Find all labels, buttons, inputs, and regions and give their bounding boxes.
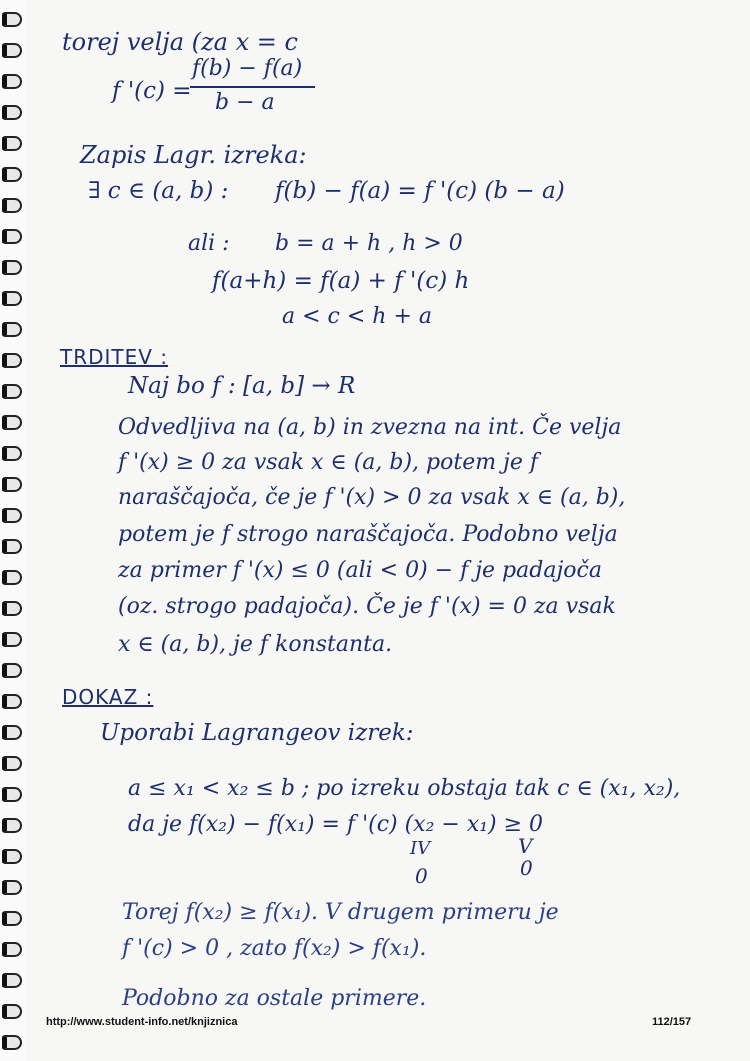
note-line: f '(x) ≥ 0 za vsak x ∈ (a, b), potem je f (118, 450, 539, 475)
binding-ring (2, 663, 22, 678)
binding-ring (2, 632, 22, 647)
note-line: Podobno za ostale primere. (122, 986, 427, 1011)
heading-trditev: TRDITEV : (60, 345, 169, 369)
formula-lhs: f '(c) = (112, 78, 192, 104)
note-line: Naj bo f : [a, b] → R (128, 373, 356, 399)
note-line: Odvedljiva na (a, b) in zvezna na int. Če velja (118, 415, 622, 440)
binding-ring (2, 508, 22, 523)
binding-ring (2, 725, 22, 740)
page-counter: 112/157 (652, 1016, 692, 1028)
binding-ring (2, 136, 22, 151)
note-symbol: IV (410, 838, 431, 859)
note-line: torej velja (za x = c (62, 28, 298, 56)
footer-url: http://www.student-info.net/knjiznica (46, 1016, 238, 1028)
note-line: da je f(x₂) − f(x₁) = f '(c) (x₂ − x₁) ≥ 0 (128, 812, 544, 837)
note-line: ali : (188, 231, 230, 256)
note-symbol: 0 (520, 856, 533, 880)
note-line: ∃ c ∈ (a, b) : (88, 178, 229, 204)
note-line: x ∈ (a, b), je f konstanta. (118, 632, 393, 657)
binding-ring (2, 1004, 22, 1019)
note-line: Uporabi Lagrangeov izrek: (100, 720, 414, 746)
binding-ring (2, 849, 22, 864)
binding-ring (2, 105, 22, 120)
note-line: naraščajoča, če je f '(x) > 0 za vsak x ∈ (a, b), (118, 485, 626, 510)
note-line: Torej f(x₂) ≥ f(x₁). V drugem primeru je (122, 900, 559, 925)
note-line: potem je f strogo naraščajoča. Podobno velja (118, 522, 618, 547)
binding-ring (2, 601, 22, 616)
spiral-binding (0, 0, 26, 1061)
binding-ring (2, 539, 22, 554)
binding-ring (2, 942, 22, 957)
binding-ring (2, 756, 22, 771)
binding-ring (2, 384, 22, 399)
binding-ring (2, 291, 22, 306)
fraction-bar (190, 86, 315, 88)
binding-ring (2, 198, 22, 213)
binding-ring (2, 911, 22, 926)
binding-ring (2, 694, 22, 709)
note-symbol: 0 (415, 864, 428, 888)
binding-ring (2, 880, 22, 895)
note-line: b = a + h , h > 0 (275, 231, 463, 256)
heading-dokaz: DOKAZ : (62, 685, 154, 709)
note-line: a ≤ x₁ < x₂ ≤ b ; po izreku obstaja tak c ∈ (x₁, x₂), (128, 776, 681, 801)
binding-ring (2, 446, 22, 461)
note-line: f '(c) > 0 , zato f(x₂) > f(x₁). (122, 936, 427, 961)
binding-ring (2, 229, 22, 244)
note-line: f(a+h) = f(a) + f '(c) h (212, 268, 470, 294)
binding-ring (2, 353, 22, 368)
note-line: a < c < h + a (282, 304, 432, 329)
binding-ring (2, 1035, 22, 1050)
binding-ring (2, 167, 22, 182)
binding-ring (2, 12, 22, 27)
binding-ring (2, 43, 22, 58)
note-symbol: V (518, 834, 533, 858)
binding-ring (2, 570, 22, 585)
note-line: za primer f '(x) ≤ 0 (ali < 0) − f je padajoča (118, 558, 602, 583)
formula-denominator: b − a (215, 90, 275, 115)
binding-ring (2, 260, 22, 275)
note-line: Zapis Lagr. izreka: (80, 141, 307, 169)
note-line: (oz. strogo padajoča). Če je f '(x) = 0 za vsak (118, 594, 616, 619)
binding-ring (2, 74, 22, 89)
binding-ring (2, 818, 22, 833)
formula-numerator: f(b) − f(a) (192, 56, 303, 81)
binding-ring (2, 415, 22, 430)
binding-ring (2, 322, 22, 337)
binding-ring (2, 787, 22, 802)
note-line: f(b) − f(a) = f '(c) (b − a) (275, 178, 565, 204)
binding-ring (2, 973, 22, 988)
binding-ring (2, 477, 22, 492)
